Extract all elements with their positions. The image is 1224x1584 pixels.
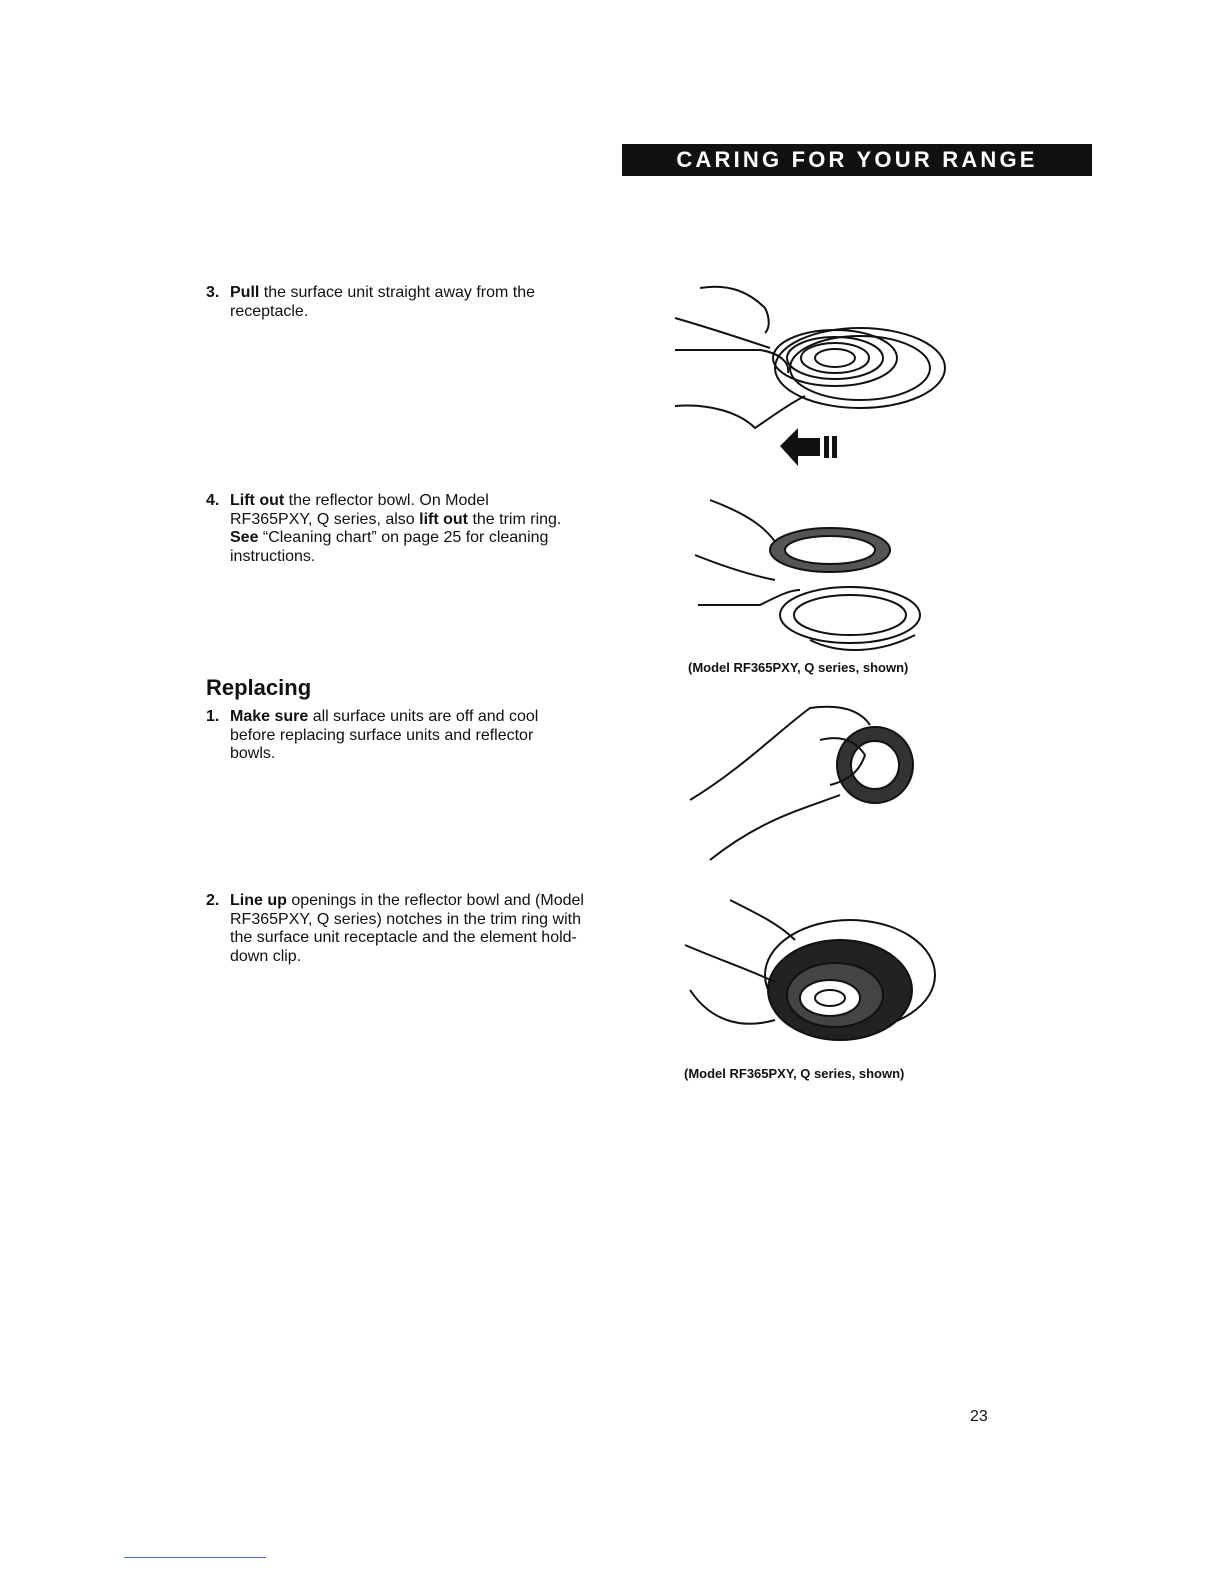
replace-bowl-illustration	[680, 700, 930, 865]
step-line-up-openings	[206, 892, 586, 966]
line-up-openings-illustration	[680, 890, 945, 1055]
step-text: Pull the surface unit straight away from the receptacle.	[230, 284, 536, 320]
step-lift-out-reflector-bowl	[206, 492, 566, 566]
step-number: 1.	[206, 708, 220, 725]
lift-out-bowl-illustration	[690, 495, 930, 655]
section-title-banner: CARING FOR YOUR RANGE	[622, 144, 1092, 176]
step-text: Lift out the reflector bowl. On Model RF365PXY, Q series, also lift out the trim ring. See “Cleaning chart” on page 25 for cleaning instructions.	[230, 492, 562, 565]
step-make-sure-units-off	[206, 708, 566, 764]
figure-caption: (Model RF365PXY, Q series, shown)	[688, 660, 909, 675]
pull-surface-unit-illustration	[670, 278, 960, 468]
replacing-heading: Replacing	[206, 675, 312, 700]
step-number: 2.	[206, 892, 220, 909]
page-number: 23	[970, 1408, 988, 1425]
step-number: 3.	[206, 284, 220, 301]
step-pull-surface-unit	[206, 284, 586, 321]
figure-caption: (Model RF365PXY, Q series, shown)	[684, 1066, 905, 1081]
step-number: 4.	[206, 492, 220, 509]
step-text: Line up openings in the reflector bowl and (Model RF365PXY, Q series) notches in the trim ring with the surface unit receptacle and the element hold-down clip.	[230, 892, 584, 965]
step-text: Make sure all surface units are off and cool before replacing surface units and reflector bowls.	[230, 708, 539, 762]
footer-rule	[124, 1557, 266, 1558]
